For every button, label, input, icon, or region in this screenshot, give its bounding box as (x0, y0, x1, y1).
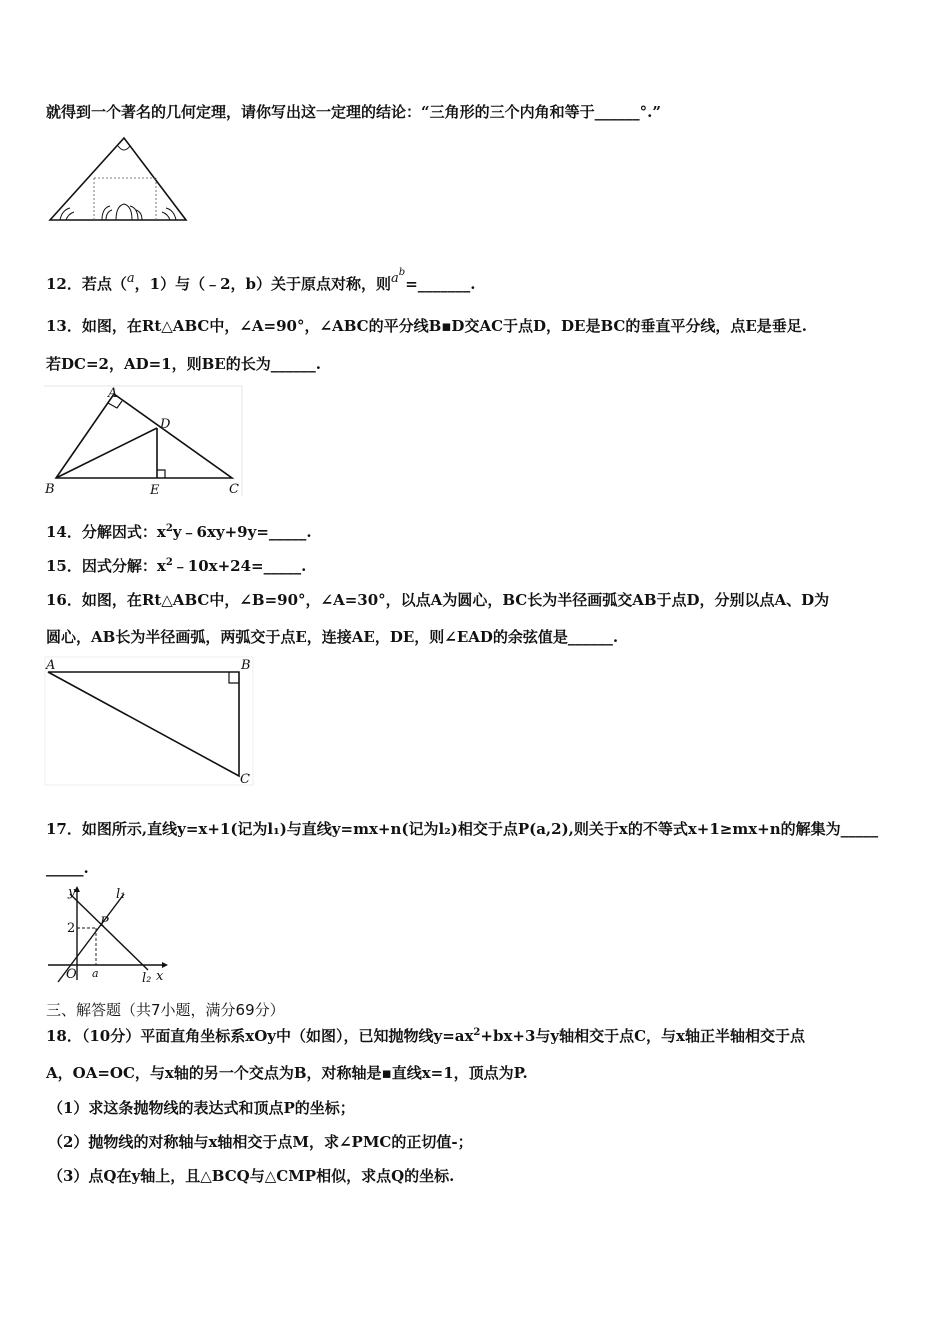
q12-exp: b (398, 267, 406, 278)
q16-line2: 圆心，AB长为半径画弧，两弧交于点E，连接AE，DE，则∠EAD的余弦值是______. (46, 628, 619, 646)
q18-line1-a: 18．（10分）平面直角坐标系xOy中（如图），已知抛物线y=ax (46, 1027, 474, 1045)
q13-figure (44, 384, 244, 499)
q16-line1: 16．如图，在Rt△ABC中，∠B=90°，∠A=30°，以点A为圆心，BC长为半径画弧交AB于点D，分别以点A、D为 (46, 591, 830, 609)
q14-sup: 2 (165, 523, 173, 534)
q12-prefix: 12．若点（ (46, 275, 127, 293)
q16-figure (44, 656, 256, 788)
q18-part1: （1）求这条抛物线的表达式和顶点P的坐标； (48, 1099, 355, 1117)
q12-text (46, 269, 475, 294)
q15-sup: 2 (165, 557, 173, 568)
q13-line1: 13．如图，在Rt△ABC中，∠A=90°，∠ABC的平分线B▪D交AC于点D，DE是BC的垂直平分线，点E是垂足. (46, 317, 808, 335)
q14-prefix: 14．分解因式：x (46, 523, 166, 541)
q17-label-l1: l₁ (116, 887, 126, 902)
q18-line2: A，OA=OC，与x轴的另一个交点为B，对称轴是▪直线x=1，顶点为P. (46, 1064, 528, 1082)
q17-line2: _____. (46, 859, 89, 877)
section3-title: 三、解答题（共7小题，满分69分） (46, 1001, 285, 1019)
q13-label-a: A (108, 386, 118, 401)
q17-label-2: 2 (67, 921, 76, 936)
q17-label-o: O (66, 967, 77, 982)
q13-line2: 若DC=2，AD=1，则BE的长为______. (46, 355, 321, 373)
q13-label-c: C (229, 482, 239, 497)
q18-part3: （3）点Q在y轴上，且△BCQ与△CMP相似，求点Q的坐标. (48, 1167, 455, 1185)
q12-base: a (391, 271, 399, 286)
q18-part2: （2）抛物线的对称轴与x轴相交于点M，求∠PMC的正切值-； (48, 1133, 473, 1151)
q17-label-p: P (100, 915, 109, 930)
q11-text: 就得到一个著名的几何定理，请你写出这一定理的结论：“三角形的三个内角和等于______°.” (46, 103, 661, 121)
q16-label-c: C (240, 772, 250, 787)
q14-text (46, 522, 312, 542)
q17-label-l2: l₂ (142, 971, 152, 984)
q17-label-y: y (68, 885, 76, 900)
triangle-angle-sum-figure (46, 132, 191, 227)
q17-line1: 17．如图所示,直线y=x+1(记为l₁)与直线y=mx+n(记为l₂)相交于点P(a,2),则关于x的不等式x+1≥mx+n的解集为_____ (46, 820, 879, 838)
q18-line1-sup: 2 (473, 1027, 481, 1038)
q14-suffix: y﹣6xy+9y=_____. (172, 523, 312, 541)
q16-label-b: B (241, 658, 251, 673)
q13-label-d: D (160, 417, 171, 432)
q18-line1 (46, 1026, 805, 1046)
q12-mid: ，1）与（﹣2，b）关于原点对称，则 (134, 275, 392, 293)
q16-label-a: A (46, 658, 56, 673)
q17-label-a: a (92, 967, 99, 980)
q17-figure (44, 884, 174, 984)
q15-suffix: ﹣10x+24=_____. (172, 557, 307, 575)
q12-suffix: =_______. (405, 275, 476, 293)
q18-line1-b: +bx+3与y轴相交于点C，与x轴正半轴相交于点 (480, 1027, 805, 1045)
q15-text (46, 556, 306, 576)
q12-a: a (126, 271, 135, 286)
q17-label-x: x (156, 969, 164, 984)
q13-label-b: B (45, 482, 55, 497)
q15-prefix: 15．因式分解：x (46, 557, 166, 575)
q13-label-e: E (150, 483, 160, 498)
